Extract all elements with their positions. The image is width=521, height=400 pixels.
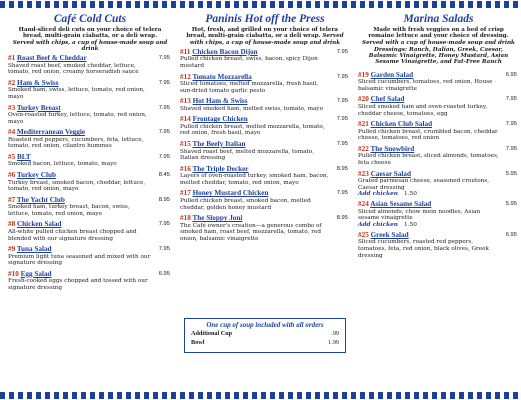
- menu-item-price: 7.95: [505, 145, 517, 152]
- cold-cuts-column: [0, 11, 172, 390]
- paninis-intro-text: Hot, fresh, and grilled on your choice of telera bread, multi-grain ciabatta, or a deli wrap.: [186, 27, 339, 40]
- menu-item-title: [8, 245, 152, 254]
- soup-row-additional: [191, 329, 339, 338]
- menu-item-description: Shaved roast beef, melted mozzarella, tomato, Italian dressing: [180, 148, 315, 162]
- menu-item-name: Roast Beef & Cheddar: [16, 54, 87, 63]
- soup-title: One cup of soup included with all orders: [206, 321, 324, 329]
- menu-item-price: 7.95: [336, 98, 348, 105]
- menu-item-title: [180, 73, 330, 82]
- menu-item-name: Mediterranean Veggie: [16, 128, 86, 137]
- menu-item-title: [180, 140, 330, 149]
- menu-item-name: Turkey Club: [16, 171, 56, 180]
- add-chicken-price: 1.50: [404, 221, 417, 228]
- menu-item-number: #16: [180, 164, 191, 173]
- menu-item-number: #22: [358, 144, 369, 153]
- menu-item-name: Tuna Salad: [16, 245, 52, 254]
- menu-item-number: #6: [8, 171, 16, 180]
- salads-intro-text: Made with fresh veggies on a bed of crisp romaine lettuce and your choice of dressing.: [368, 27, 509, 40]
- menu-item-number: #14: [180, 115, 191, 124]
- menu-page: [0, 11, 521, 390]
- menu-item-name: Garden Salad: [370, 70, 414, 79]
- soup-row-label: Additional Cup: [191, 330, 233, 337]
- cold-cuts-intro-text: Hand-sliced deli cuts on your choice of telera bread, multi-grain ciabatta, or a deli wrap.: [18, 27, 162, 40]
- menu-item-description: Sliced almonds, chow mein noodles, Asian sesame vinaigrette: [358, 208, 481, 222]
- menu-item-title: [8, 171, 152, 180]
- menu-item: [358, 200, 519, 228]
- menu-item-name: Turkey Breast: [16, 103, 61, 112]
- menu-item: [180, 97, 350, 112]
- menu-item-description: Turkey breast, smoked bacon, cheddar, lettuce, tomato, red onion, mayo: [8, 179, 146, 193]
- menu-item-name: Chicken Club Salad: [370, 120, 433, 129]
- menu-item: [8, 220, 172, 242]
- soup-box: [184, 318, 346, 353]
- menu-item-number: #12: [180, 72, 191, 81]
- menu-item-description: The Café owner's creation—a generous combo of smoked ham, roast beef, mozzarella, tomato, red onion, balsamic vinaigrette: [180, 222, 322, 242]
- menu-item-description: Pulled chicken breast, sliced almonds, tomatoes, feta cheese: [358, 153, 499, 166]
- menu-item-description: Roasted red peppers, cucumbers, feta, lettuce, tomato, red onion, cilantro hummus: [8, 136, 144, 150]
- menu-item-title: [8, 196, 152, 205]
- menu-item-number: #3: [8, 103, 16, 112]
- menu-item-description: Shaved smoked ham, melted swiss, tomato, mayo: [180, 105, 324, 112]
- menu-item-description: Pulled chicken breast, melted mozzarella, tomato, red onion, fresh basil, mayo: [180, 123, 325, 137]
- menu-item-price: 6.95: [158, 270, 170, 277]
- menu-item-price: 6.95: [505, 71, 517, 78]
- menu-item-number: #13: [180, 97, 191, 106]
- add-chicken-row: [358, 191, 499, 197]
- menu-item: [180, 115, 350, 137]
- menu-item-name: Honey Mustard Chicken: [192, 189, 269, 198]
- menu-item-title: [358, 200, 499, 209]
- menu-item-number: #8: [8, 220, 16, 229]
- cold-cuts-intro-note: Served with chips, a cup of house-made soup and drink: [12, 39, 168, 52]
- menu-item-name: Caesar Salad: [370, 169, 411, 178]
- menu-item-name: Greek Salad: [370, 230, 409, 239]
- menu-item-title: [180, 115, 330, 124]
- menu-item-price: 7.95: [158, 246, 170, 253]
- bottom-dotted-border: [0, 392, 521, 399]
- menu-item-description: Smoked ham, swiss, lettuce, tomato, red onion, mayo: [8, 87, 145, 100]
- menu-item: [8, 54, 172, 76]
- menu-item: [8, 128, 172, 150]
- menu-item-name: Hot Ham & Swiss: [192, 97, 248, 106]
- menu-item-number: #24: [358, 200, 369, 209]
- menu-item-name: The Sloppy Joni: [192, 214, 243, 223]
- salads-list: [358, 71, 519, 259]
- menu-item-description: All-white pulled chicken breast chopped and blended with our signature dressing: [8, 228, 137, 242]
- menu-item-price: 7.95: [158, 79, 170, 86]
- soup-row-bowl: [191, 338, 339, 347]
- menu-item: [8, 196, 172, 218]
- menu-item-number: #23: [358, 169, 369, 178]
- menu-item-price: 7.95: [158, 129, 170, 136]
- top-dotted-border: [0, 1, 521, 8]
- menu-item-price: 7.95: [505, 121, 517, 128]
- menu-item-description: Sliced cucumbers, roasted red peppers, tomatoes, feta, red onion, black olives, Greek dressing: [358, 239, 489, 259]
- menu-item: [358, 231, 519, 259]
- add-chicken-label: Add chicken: [358, 191, 399, 198]
- menu-item-title: [358, 95, 499, 104]
- menu-item-title: [358, 71, 499, 80]
- menu-item-number: #11: [180, 47, 191, 56]
- menu-item-title: [8, 104, 152, 113]
- menu-item: [180, 73, 350, 95]
- menu-item-title: [358, 120, 499, 129]
- menu-item-description: Smoked bacon, lettuce, tomato, mayo: [8, 161, 117, 168]
- menu-item: [180, 189, 350, 211]
- menu-item-description: Pulled chicken breast, crumbled bacon, cheddar cheese, tomatoes, red onion: [358, 128, 498, 142]
- menu-item-price: 6.95: [505, 231, 517, 238]
- menu-item: [180, 214, 350, 242]
- menu-item-number: #4: [8, 128, 16, 137]
- menu-item: [8, 104, 172, 126]
- menu-item-price: 8.45: [158, 172, 170, 179]
- menu-item-name: Ham & Swiss: [16, 78, 59, 87]
- soup-row-label: Bowl: [191, 339, 205, 346]
- menu-item-number: #17: [180, 189, 191, 198]
- menu-item-price: 7.95: [336, 141, 348, 148]
- menu-item: [358, 170, 519, 198]
- menu-item-title: [180, 214, 330, 223]
- menu-item-price: 7.95: [158, 221, 170, 228]
- menu-item: [8, 270, 172, 292]
- menu-item-title: [180, 189, 330, 198]
- menu-item-title: [8, 128, 152, 137]
- menu-item: [8, 171, 172, 193]
- menu-item-title: [8, 270, 152, 279]
- menu-item-number: #21: [358, 120, 369, 129]
- menu-item-description: Smoked ham, turkey breast, bacon, swiss, lettuce, tomato, red onion, mayo: [8, 204, 130, 217]
- menu-item-price: 8.95: [336, 215, 348, 222]
- menu-item-number: #20: [358, 95, 369, 104]
- menu-item-price: 7.95: [336, 190, 348, 197]
- menu-item-price: 7.95: [336, 73, 348, 80]
- cold-cuts-intro: [8, 26, 172, 52]
- salads-intro: [358, 26, 519, 46]
- add-chicken-label: Add chicken: [358, 221, 399, 228]
- menu-item-title: [180, 48, 330, 57]
- menu-item: [358, 145, 519, 167]
- menu-item-number: #5: [8, 152, 16, 161]
- menu-item-price: 7.95: [158, 55, 170, 62]
- menu-item-description: Shaved roast beef, smoked cheddar, lettuce, tomato, red onion, creamy horseradish sauce: [8, 62, 139, 76]
- menu-item: [180, 140, 350, 162]
- menu-item-name: BLT: [16, 152, 31, 161]
- paninis-column: [172, 11, 350, 390]
- soup-row-price: .99: [331, 330, 339, 337]
- menu-item-description: Pulled chicken breast, swiss, bacon, spicy Dijon mustard: [180, 56, 318, 69]
- menu-item-title: [8, 79, 152, 88]
- menu-item: [8, 153, 172, 168]
- menu-item-number: #10: [8, 269, 19, 278]
- add-chicken-row: [358, 222, 499, 228]
- menu-item-name: Chef Salad: [370, 95, 405, 104]
- menu-item-name: The Yacht Club: [16, 195, 65, 204]
- menu-item-name: The Beefy Italian: [192, 140, 246, 149]
- menu-item: [180, 165, 350, 187]
- menu-item-price: 7.95: [158, 153, 170, 160]
- menu-item: [8, 79, 172, 101]
- menu-item-name: The Triple Decker: [192, 164, 249, 173]
- salads-column: [350, 11, 521, 390]
- cold-cuts-list: [8, 54, 172, 291]
- menu-item-description: Pulled chicken breast, smoked bacon, melted cheddar, golden honey mustard: [180, 197, 311, 211]
- paninis-list: [180, 48, 350, 243]
- salads-heading: Marina Salads: [403, 13, 474, 25]
- salads-intro-note: Served with a cup of house-made soup and drink: [362, 39, 515, 46]
- cold-cuts-heading: Café Cold Cuts: [53, 13, 127, 25]
- menu-item-name: The Snowbird: [370, 144, 415, 153]
- menu-item-number: #18: [180, 214, 191, 223]
- menu-item: [358, 71, 519, 93]
- menu-item: [180, 48, 350, 70]
- menu-item-number: #7: [8, 195, 16, 204]
- menu-item-name: Frontage Chicken: [192, 115, 248, 124]
- menu-item-price: 5.95: [505, 201, 517, 208]
- menu-item-number: #2: [8, 78, 16, 87]
- menu-item-number: #15: [180, 140, 191, 149]
- menu-item-title: [8, 153, 152, 162]
- menu-item-description: Sliced tomatoes, melted mozzarella, fresh basil, sun-dried tomato garlic pesto: [180, 81, 319, 94]
- menu-item-description: Layers of oven-roasted turkey, smoked ham, bacon, melted cheddar, tomato, red onion, mayo: [180, 173, 329, 186]
- menu-item-price: 7.95: [505, 96, 517, 103]
- menu-item-title: [358, 145, 499, 154]
- menu-item: [358, 95, 519, 117]
- menu-item: [8, 245, 172, 267]
- menu-item-description: Fresh-cooked eggs chopped and tossed with our signature dressing: [8, 278, 148, 291]
- menu-item-description: Grated parmesan cheese, seasoned croutons, Caesar dressing: [358, 178, 490, 191]
- menu-item-number: #19: [358, 70, 369, 79]
- menu-item-price: 7.95: [158, 104, 170, 111]
- menu-item-name: Tomato Mozzarella: [192, 72, 252, 81]
- soup-row-price: 1.99: [328, 339, 339, 346]
- menu-item-name: Asian Sesame Salad: [370, 200, 432, 209]
- dressings-list: Dressings: Ranch, Italian, Greek, Caesar, Balsamic Vinaigrette, Honey Mustard, Asian Sesame Vinaigrette, and Fat-Free Ranch: [368, 46, 509, 66]
- menu-item-title: [8, 54, 152, 63]
- menu-item-name: Chicken Salad: [16, 220, 62, 229]
- menu-item-name: Chicken Bacon Dijon: [192, 47, 258, 56]
- menu-item-price: 8.95: [336, 165, 348, 172]
- menu-item-number: #1: [8, 54, 16, 63]
- menu-item-description: Premium light tuna seasoned and mixed with our signature dressing: [8, 253, 151, 267]
- menu-item-description: Sliced cucumbers, tomatoes, red onion, House balsamic vinaigrette: [358, 79, 493, 92]
- add-chicken-price: 1.50: [404, 191, 417, 198]
- menu-item-title: [358, 170, 499, 179]
- menu-item-description: Sliced smoked ham and oven-roasted turkey, cheddar cheese, tomatoes, egg: [358, 103, 488, 117]
- menu-item-name: Egg Salad: [20, 269, 52, 278]
- menu-item: [358, 120, 519, 142]
- menu-item-number: #9: [8, 245, 16, 254]
- menu-item-price: 5.95: [505, 170, 517, 177]
- menu-item-title: [8, 220, 152, 229]
- paninis-intro-note: Served with chips, a cup of house-made soup and drink: [189, 33, 344, 46]
- menu-item-price: 7.95: [336, 116, 348, 123]
- paninis-heading: Paninis Hot off the Press: [205, 13, 325, 25]
- menu-item-title: [358, 231, 499, 240]
- paninis-intro: [180, 26, 350, 46]
- menu-item-price: 7.95: [336, 48, 348, 55]
- menu-item-title: [180, 97, 330, 106]
- menu-item-title: [180, 165, 330, 174]
- menu-item-number: #25: [358, 230, 369, 239]
- menu-item-price: 8.95: [158, 196, 170, 203]
- menu-item-description: Oven-roasted turkey, lettuce, tomato, red onion, mayo: [8, 112, 147, 125]
